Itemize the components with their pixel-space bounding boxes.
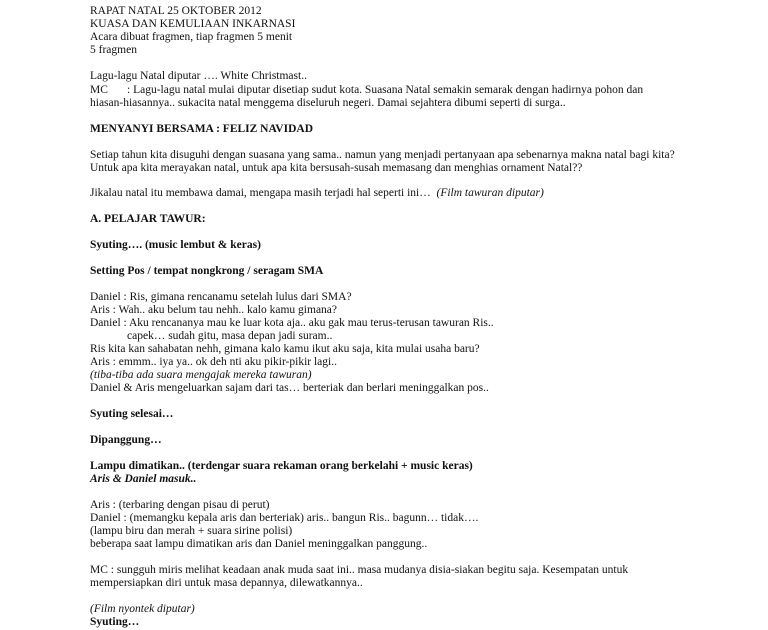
film-note-2: (Film nyontek diputar) (90, 603, 195, 615)
lights-off-line: Lampu dimatikan.. (terdengar suara rekaman orang berkelahi + music keras) (90, 460, 473, 472)
stage-line: (lampu biru dan merah + suara sirine polisi) (90, 525, 293, 537)
songs-line: Lagu-lagu Natal diputar …. White Christmast.. (90, 70, 307, 82)
dialog-line: Aris : Wah.. aku belum tau nehh.. kalo kamu gimana? (90, 304, 338, 316)
sing-paragraph-3 (90, 187, 544, 200)
dialog-line: Daniel : Ris, gimana rencanamu setelah lulus dari SMA? (90, 291, 352, 303)
sing-heading: MENYANYI BERSAMA : FELIZ NAVIDAD (90, 123, 314, 135)
stage-note: (tiba-tiba ada suara mengajak mereka tawuran) (90, 369, 312, 381)
dialog-line: Aris : emmm.. iya ya.. ok deh nti aku pikir-pikir lagi.. (90, 356, 337, 368)
dialog-line: Daniel : Aku rencananya mau ke luar kota aja.. aku gak mau terus-terusan tawuran Ris.. (90, 317, 494, 329)
question-text: Jikalau natal itu membawa damai, mengapa masih terjadi hal seperti ini… (90, 187, 431, 199)
doc-subtitle: Acara dibuat fragmen, tiap fragmen 5 menit (90, 31, 293, 43)
stage-line: beberapa saat lampu dimatikan aris dan Daniel meninggalkan panggung.. (90, 538, 428, 550)
sing-paragraph-2: Untuk apa kita merayakan natal, untuk apa kita bersusah-susah memasang dan menghias ornament Natal?? (90, 162, 583, 174)
enter-line: Aris & Daniel masuk.. (90, 473, 197, 485)
mc-closing-line-cont: mempersiapkan diri untuk masa depannya, dilewatkannya.. (90, 577, 363, 589)
film-note: (Film tawuran diputar) (436, 187, 544, 199)
dipanggung-line: Dipanggung… (90, 434, 162, 446)
mc-line-cont: hiasan-hiasannya.. sukacita natal menggema diseluruh negeri. Damai sejahtera dibumi seperti di surga.. (90, 97, 566, 109)
mc-line (90, 84, 643, 97)
syuting-line-2: Syuting… (90, 616, 140, 628)
syuting-end-line: Syuting selesai… (90, 408, 174, 420)
section-a-heading: A. PELAJAR TAWUR: (90, 213, 206, 225)
doc-title-date: RAPAT NATAL 25 OKTOBER 2012 (90, 5, 262, 17)
fragment-count: 5 fragmen (90, 44, 137, 56)
setting-line: Setting Pos / tempat nongkrong / seragam SMA (90, 265, 324, 277)
mc-closing-line: MC : sungguh miris melihat keadaan anak muda saat ini.. masa mudanya disia-siakan begitu saja. Kesempatan untuk (90, 564, 629, 576)
dialog-line: capek… sudah gitu, masa depan jadi suram.. (127, 330, 333, 342)
syuting-line: Syuting…. (music lembut & keras) (90, 239, 261, 251)
doc-title-theme: KUASA DAN KEMULIAAN INKARNASI (90, 18, 296, 30)
sing-paragraph-1: Setiap tahun kita disuguhi dengan suasana yang sama.. namun yang menjadi pertanyaan apa sebenarnya makna natal bagi kita? (90, 149, 675, 161)
stage-line: Aris : (terbaring dengan pisau di perut) (90, 499, 270, 511)
mc-text: : Lagu-lagu natal mulai diputar disetiap sudut kota. Suasana Natal semakin semarak dengan hadirnya pohon dan (127, 84, 644, 96)
action-line: Daniel & Aris mengeluarkan sajam dari tas… berteriak dan berlari meninggalkan pos.. (90, 382, 489, 394)
dialog-line: Ris kita kan sahabatan nehh, gimana kalo kamu ikut aku saja, kita mulai usaha baru? (90, 343, 480, 355)
stage-line: Daniel : (memangku kepala aris dan berteriak) aris.. bangun Ris.. bagunn… tidak…. (90, 512, 479, 524)
mc-label: MC (90, 84, 108, 96)
